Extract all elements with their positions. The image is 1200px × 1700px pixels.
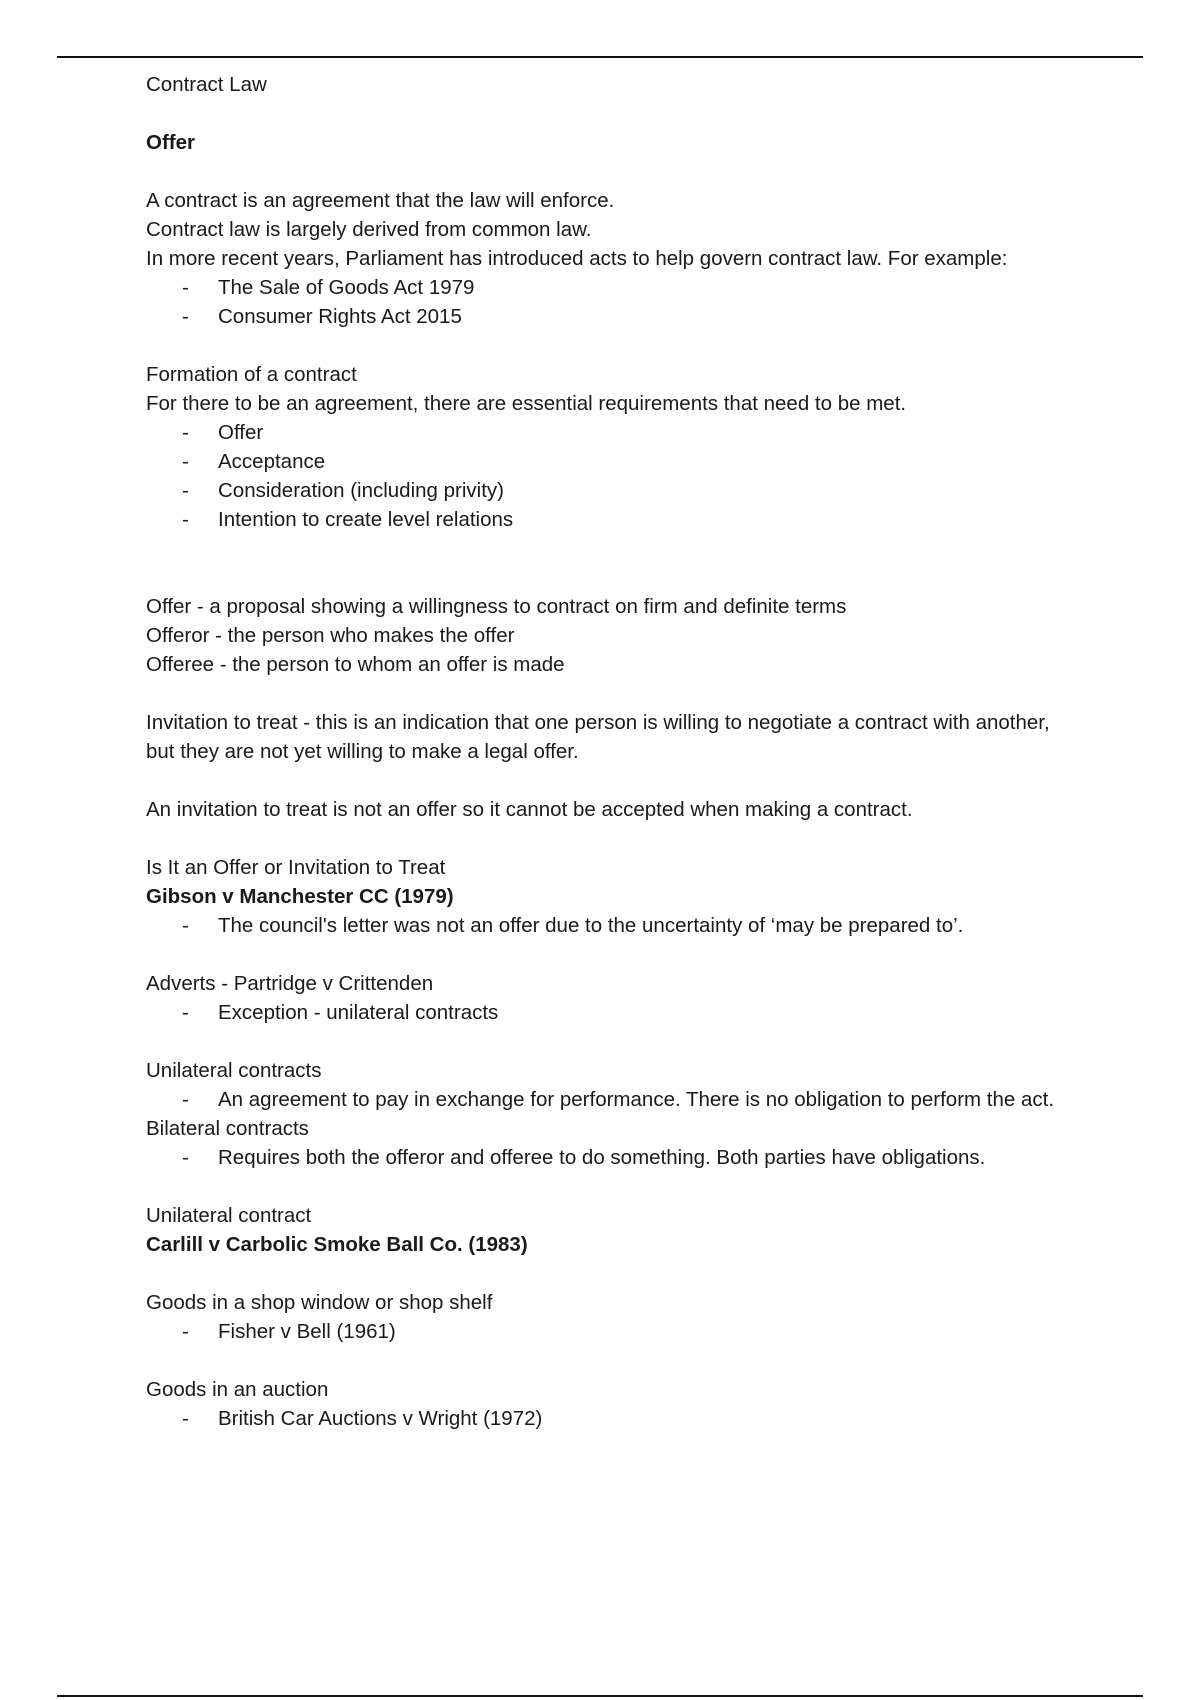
formation-text: For there to be an agreement, there are essential requirements that need to be met. — [146, 392, 907, 415]
case-carlill: Carlill v Carbolic Smoke Ball Co. (1983) — [146, 1233, 528, 1256]
intro-line-3: In more recent years, Parliament has introduced acts to help govern contract law. For example: — [146, 247, 1008, 270]
list-item: - Acceptance — [146, 447, 1066, 476]
adverts-points — [146, 998, 1066, 1027]
adverts-heading: Adverts - Partridge v Crittenden — [146, 972, 434, 995]
bilateral-contracts-heading: Bilateral contracts — [146, 1117, 309, 1140]
list-item: - Intention to create level relations — [146, 505, 1066, 534]
invitation-definition: Invitation to treat - this is an indication that one person is willing to negotiate a contract with another, but they are not yet willing to make a legal offer. — [146, 711, 1050, 763]
list-item: - An agreement to pay in exchange for performance. There is no obligation to perform the act. — [146, 1085, 1066, 1114]
acts-list — [146, 273, 1066, 331]
list-item: - Fisher v Bell (1961) — [146, 1317, 1066, 1346]
formation-heading: Formation of a contract — [146, 363, 357, 386]
footer-rule — [57, 1695, 1143, 1697]
offer-or-itt-heading: Is It an Offer or Invitation to Treat — [146, 856, 446, 879]
list-item: - Exception - unilateral contracts — [146, 998, 1066, 1027]
intro-line-1: A contract is an agreement that the law will enforce. — [146, 189, 615, 212]
list-item: - Consumer Rights Act 2015 — [146, 302, 1066, 331]
list-item: - The council's letter was not an offer due to the uncertainty of ‘may be prepared to’. — [146, 911, 1066, 940]
document-title: Contract Law — [146, 73, 267, 96]
offeree-definition: Offeree - the person to whom an offer is made — [146, 653, 565, 676]
list-item: - Offer — [146, 418, 1066, 447]
offeror-definition: Offeror - the person who makes the offer — [146, 624, 515, 647]
intro-line-2: Contract law is largely derived from common law. — [146, 218, 592, 241]
bilateral-points — [146, 1143, 1066, 1172]
auction-heading: Goods in an auction — [146, 1378, 329, 1401]
list-item: - Consideration (including privity) — [146, 476, 1066, 505]
auction-points — [146, 1404, 1066, 1433]
gibson-points — [146, 911, 1066, 940]
requirements-list — [146, 418, 1066, 534]
document-body — [146, 70, 1066, 1433]
unilateral-contracts-heading: Unilateral contracts — [146, 1059, 322, 1082]
invitation-note: An invitation to treat is not an offer so it cannot be accepted when making a contract. — [146, 798, 913, 821]
shop-heading: Goods in a shop window or shop shelf — [146, 1291, 493, 1314]
list-item: - The Sale of Goods Act 1979 — [146, 273, 1066, 302]
unilateral-contract-heading: Unilateral contract — [146, 1204, 312, 1227]
offer-heading: Offer — [146, 131, 195, 154]
unilateral-points — [146, 1085, 1066, 1114]
shop-points — [146, 1317, 1066, 1346]
list-item: - British Car Auctions v Wright (1972) — [146, 1404, 1066, 1433]
offer-definition: Offer - a proposal showing a willingness to contract on firm and definite terms — [146, 595, 847, 618]
case-gibson: Gibson v Manchester CC (1979) — [146, 885, 454, 908]
header-rule — [57, 56, 1143, 58]
list-item: - Requires both the offeror and offeree to do something. Both parties have obligations. — [146, 1143, 1066, 1172]
